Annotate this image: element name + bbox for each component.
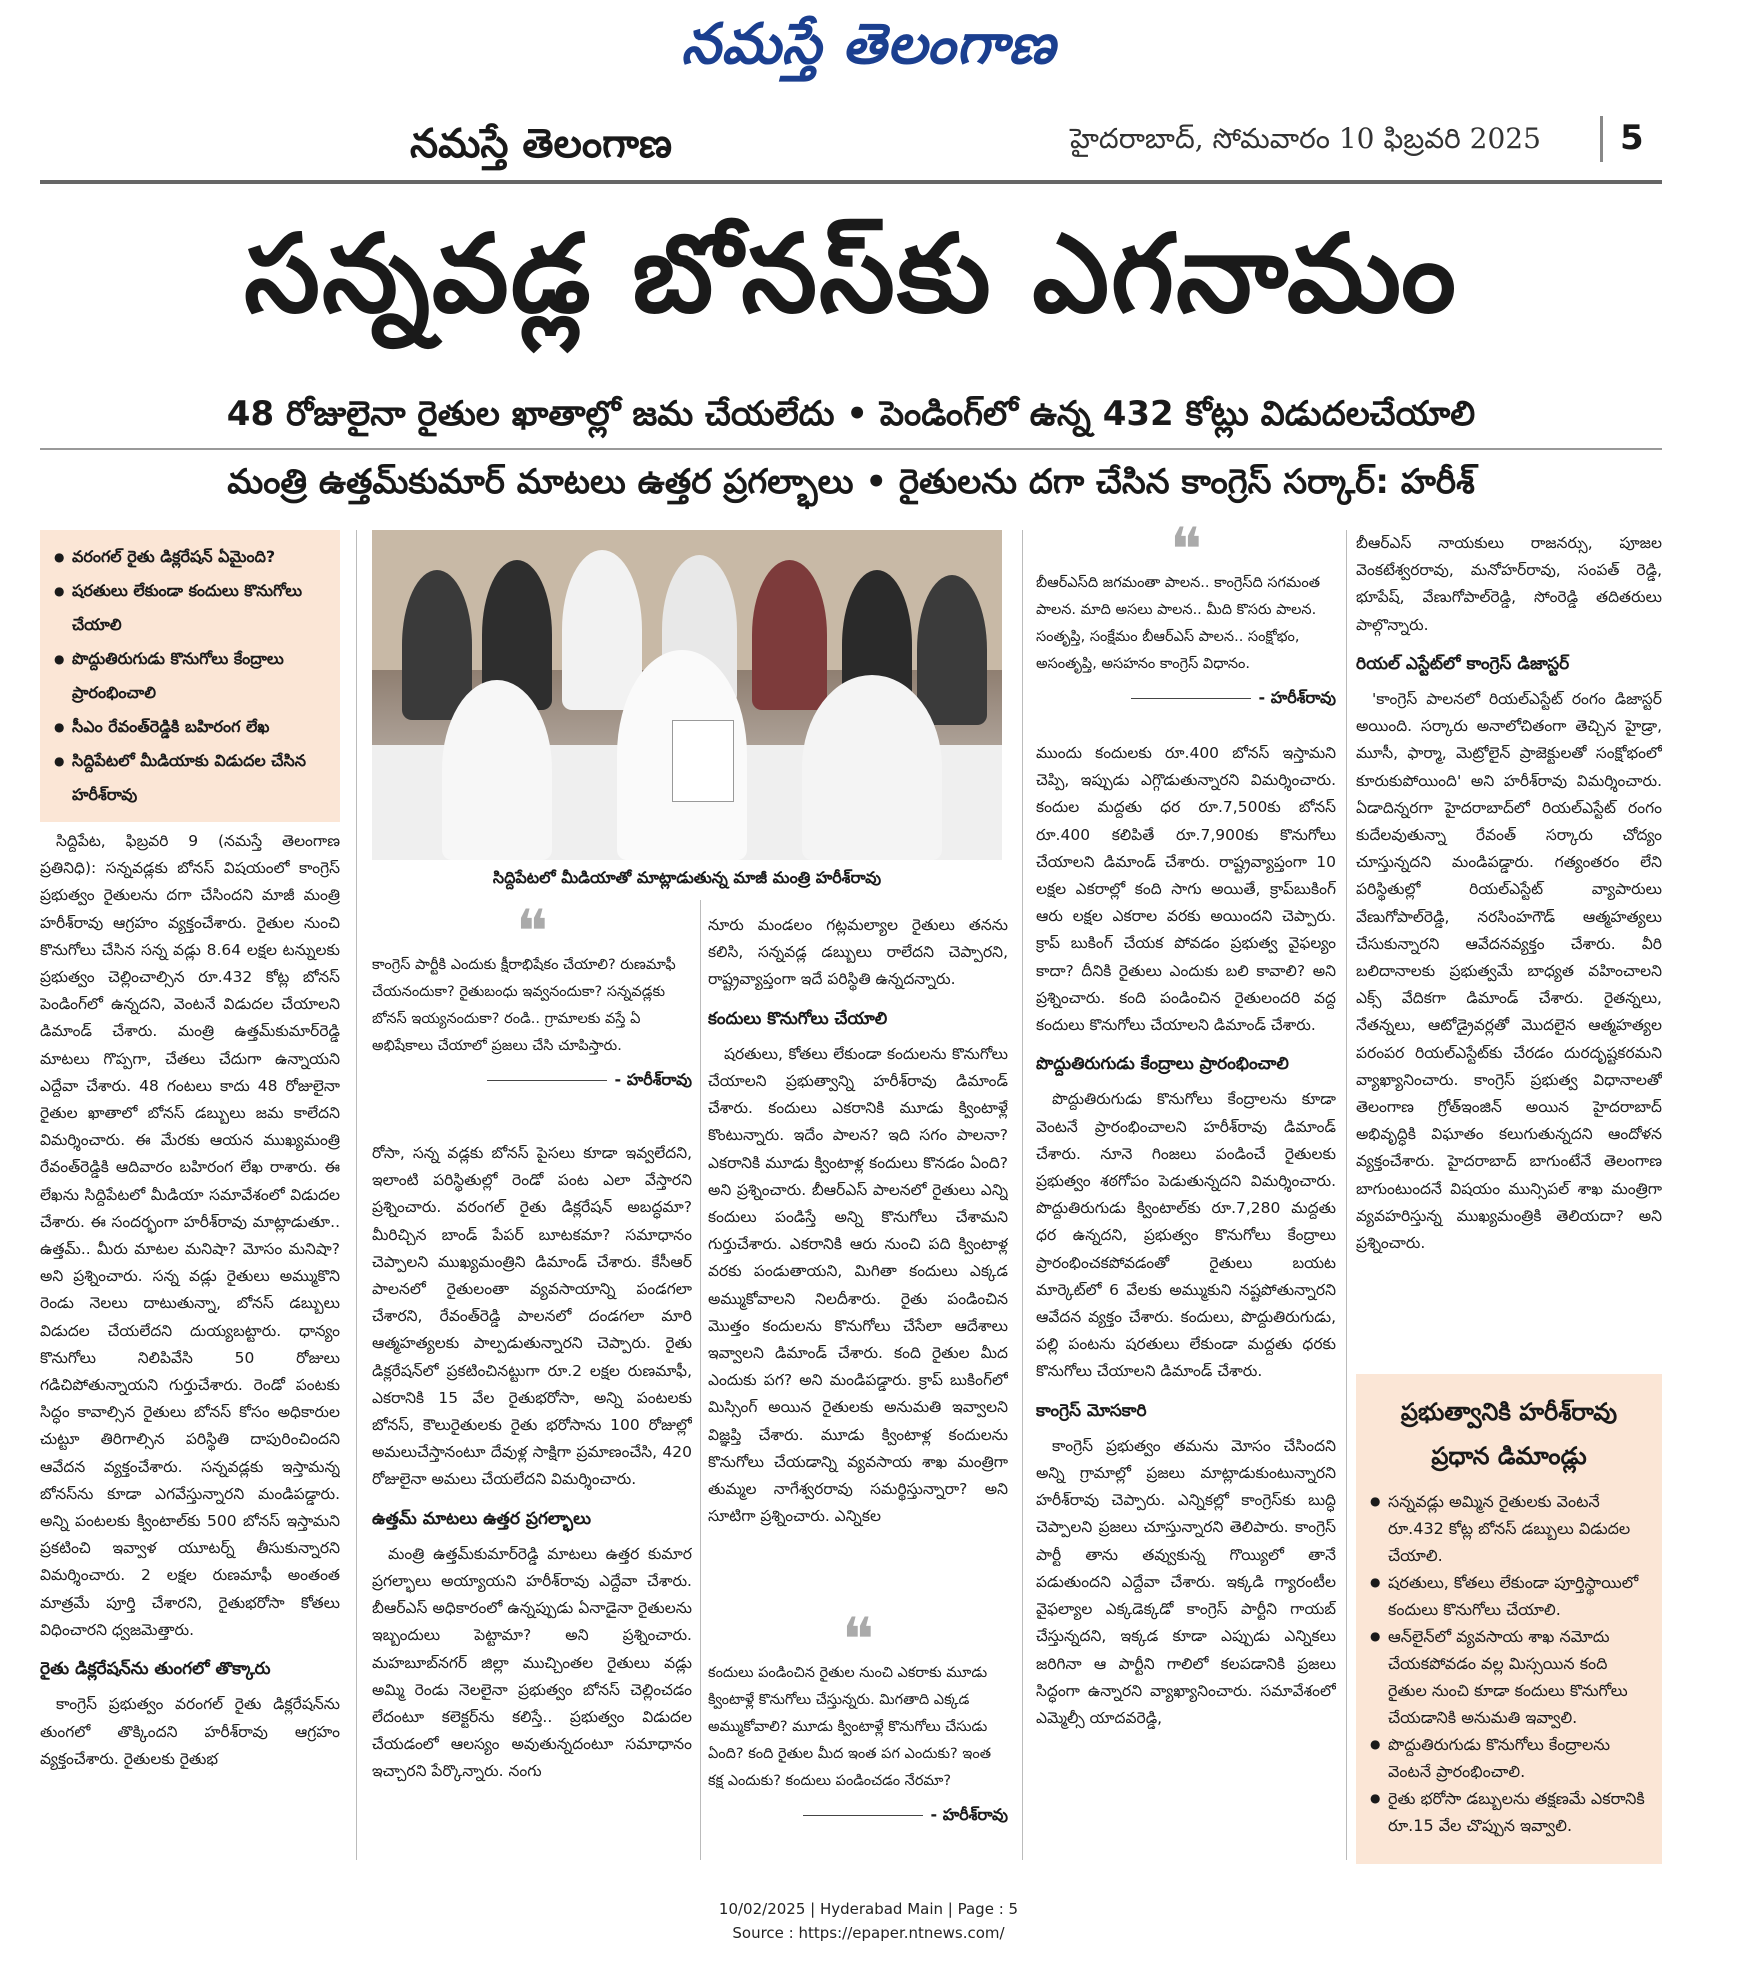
column-1-section-head: రైతు డిక్లరేషన్‌ను తుంగలో తొక్కారు	[40, 1659, 271, 1680]
photo-person	[442, 680, 552, 860]
column-5	[1356, 530, 1662, 1362]
quote-3-signature	[1036, 684, 1336, 711]
footer-source: Source : https://epaper.ntnews.com/	[732, 1924, 1005, 1942]
column-3-body: నూరు మండలం గట్లమల్యాల రైతులు తనను కలిసి, సన్నవడ్ల డబ్బులు రాలేదని చెప్పారని, రాష్ట్రవ్యాప్తంగా ఇదే పరిస్థితి ఉన్నదన్నారు.	[708, 916, 1008, 989]
highlight-item: ● సీఎం రేవంత్‌రెడ్డికి బహిరంగ లేఖ	[54, 710, 326, 744]
subheadline-rule	[40, 448, 1662, 450]
quote-1-text: కాంగ్రెస్ పార్టీకి ఎందుకు క్షీరాభిషేకం చేయాలి? రుణమాఫీ చేయనందుకా? రైతుబంధు ఇవ్వనందుకా? సన్నవడ్లకు బోనస్ ఇయ్యనందుకా? రండి.. గ్రామాలకు వస్తే ఏ అభిషేకాలు చేయాలో ప్రజలు చేసి చూపిస్తారు.	[372, 957, 676, 1054]
footer-edition: 10/02/2025 | Hyderabad Main | Page : 5	[718, 1900, 1019, 1918]
subheadline-2: మంత్రి ఉత్తమ్‌కుమార్ మాటలు ఉత్తర ప్రగల్భాలు • రైతులను దగా చేసిన కాంగ్రెస్ సర్కార్: హరీశ్	[227, 462, 1475, 502]
column-divider	[1346, 530, 1347, 1860]
highlight-item: ● షరతులు లేకుండా కందులు కొనుగోలు చేయాలి	[54, 574, 326, 642]
quote-1-sig-text: - హరీశ్‌రావు	[614, 1070, 692, 1089]
photo-person	[752, 560, 827, 710]
quote-1-signature	[372, 1066, 692, 1093]
signature-rule	[803, 1815, 923, 1816]
quote-3-text: బీఆర్‌ఎస్‌ది జగమంతా పాలన.. కాంగ్రెస్‌ది సగమంత పాలన. మాది అసలు పాలన.. మీది కొసరు పాలన. సంతృప్తి, సంక్షేమం బీఆర్‌ఎస్ పాలన.. సంక్షోభం, అసంతృప్తి, అసహనం కాంగ్రెస్ విధానం.	[1036, 575, 1320, 672]
photo-person	[802, 675, 942, 860]
demand-item: ● షరతులు, కోతలు లేకుండా పూర్తిస్థాయిలో కందులు కొనుగోలు చేయాలి.	[1370, 1569, 1648, 1623]
column-2	[372, 1140, 692, 1860]
photo-person	[562, 550, 642, 710]
column-divider	[700, 900, 701, 1860]
column-4	[1036, 740, 1336, 1860]
column-divider	[356, 530, 357, 1860]
column-3-section-body: షరతులు, కోతలు లేకుండా కందులను కొనుగోలు చేయాలని ప్రభుత్వాన్ని హరీశ్‌రావు డిమాండ్ చేశారు. కందులు ఎకరానికి మూడు క్వింటాళ్లే కొంటున్నారు. ఇదేం పాలన? ఇది సగం పాలనా? ఎకరానికి మూడు క్వింటాళ్ల కందులు కొనడం ఏంది? అని ప్రశ్నించారు. బీఆర్‌ఎస్ పాలనలో రైతులు ఎన్ని కందులు పండిస్తే అన్ని కొనుగోలు చేశామని గుర్తుచేశారు. ఎకరానికి ఆరు నుంచి పది క్వింటాళ్ల వరకు పండుతాయని, మిగితా కందులు ఎక్కడ అమ్ముకోవాలని నిలదీశారు. రైతు పండించిన మొత్తం కందులను కొనుగోలు చేసేలా ఆదేశాలు ఇవ్వాలని డిమాండ్ చేశారు. కంది రైతుల మీద ఎందుకు పగ? అని మండిపడ్డారు. క్రాప్ బుకింగ్‌లో మిస్సింగ్ అయిన రైతులకు అనుమతి ఇవ్వాలని విజ్ఞప్తి చేశారు. మూడు క్వింటాళ్ల కందులను కొనుగోలు చేయడాన్ని వ్యవసాయ శాఖ మంత్రిగా తుమ్మల నాగేశ్వరరావు సమర్థిస్తున్నారా? అని సూటిగా ప్రశ్నించారు. ఎన్నికల	[708, 1044, 1008, 1526]
quote-icon: ❝	[1169, 515, 1203, 585]
column-4-body: ముందు కందులకు రూ.400 బోనస్ ఇస్తామని చెప్పి, ఇప్పుడు ఎగ్గొడుతున్నారని విమర్శించారు. కందుల మద్దతు ధర రూ.7,500కు బోనస్ రూ.400 కలిపితే రూ.7,900కు కొనుగోలు చేయాలని డిమాండ్ చేశారు. రాష్ట్రవ్యాప్తంగా 10 లక్షల ఎకరాల్లో కంది సాగు అయితే, క్రాప్‌బుకింగ్ ఆరు లక్షల ఎకరాల వరకు అయిందని చెప్పారు. క్రాప్ బుకింగ్ చేయక పోవడం ప్రభుత్వ వైఫల్యం కాదా? దీనికి రైతులు ఎందుకు బలి కావాలి? అని ప్రశ్నించారు. కంది పండించిన రైతులందరి వద్ద కందులు కొనుగోలు చేయాలని డిమాండ్ చేశారు.	[1036, 744, 1336, 1035]
main-headline: సన్నవడ్ల బోనస్‌కు ఎగనామం	[244, 212, 1458, 337]
page-number: 5	[1620, 118, 1644, 158]
signature-rule	[1131, 698, 1251, 699]
quote-2-signature	[708, 1801, 1008, 1828]
highlight-item: ● పొద్దుతిరుగుడు కొనుగోలు కేంద్రాలు ప్రారంభించాలి	[54, 642, 326, 710]
dateline: హైదరాబాద్, సోమవారం 10 ఫిబ్రవరి 2025	[1070, 122, 1541, 155]
column-5-body: బీఆర్‌ఎస్ నాయకులు రాజనర్సు, పూజల వెంకటేశ్వరరావు, మనోహర్‌రావు, సంపత్ రెడ్డి, భూపేష్, వేణుగోపాల్‌రెడ్డి, సోంరెడ్డి తదితరులు పాల్గొన్నారు.	[1356, 534, 1662, 634]
column-5-section-body: 'కాంగ్రెస్ పాలనలో రియల్‌ఎస్టేట్ రంగం డిజాస్టర్ అయింది. సర్కారు అనాలోచితంగా తెచ్చిన హైడ్రా, మూసీ, ఫార్మా, మెట్రోలైన్ ప్రాజెక్టులతో సంక్షోభంలో కూరుకుపోయింది' అని హరీశ్‌రావు విమర్శించారు. ఏడాదిన్నరగా హైదరాబాద్‌లో రియల్‌ఎస్టేట్ రంగం కుదేలవుతున్నా రేవంత్ సర్కారు చోద్యం చూస్తున్నదని మండిపడ్డారు. గత్యంతరం లేని పరిస్థితుల్లో రియల్‌ఎస్టేట్ వ్యాపారులు వేణుగోపాల్‌రెడ్డి, నరసింహగౌడ్ ఆత్మహత్యలు చేసుకున్నారని ఆవేదనవ్యక్తం చేశారు. వీరి బలిదానాలకు ప్రభుత్వమే బాధ్యత వహించాలని ఎక్స్ వేదికగా డిమాండ్ చేశారు. రైతన్నలు, నేతన్నలు, ఆటోడ్రైవర్లతో మొదలైన ఆత్మహత్యల పరంపర రియల్‌ఎస్టేట్‌కు చేరడం దురదృష్టకరమని వ్యాఖ్యానించారు. కాంగ్రెస్ ప్రభుత్వ విధానాలతో తెలంగాణ గ్రోత్‌ఇంజిన్ అయిన హైదరాబాద్ అభివృద్ధికి విఘాతం కలుగుతున్నదని ఆందోళన వ్యక్తంచేశారు. హైదరాబాద్ బాగుంటేనే తెలంగాణ బాగుంటుందనే విషయం మున్సిపల్ శాఖ మంత్రిగా వ్యవహరిస్తున్న ముఖ్యమంత్రికి తెలియదా? అని ప్రశ్నించారు.	[1356, 690, 1662, 1253]
masthead-logo: నమస్తే తెలంగాణ	[681, 12, 1056, 77]
column-4-section-head: పొద్దుతిరుగుడు కేంద్రాలు ప్రారంభించాలి	[1036, 1054, 1289, 1075]
column-1-section-body: కాంగ్రెస్ ప్రభుత్వం వరంగల్ రైతు డిక్లరేషన్‌ను తుంగలో తొక్కిందని హరీశ్‌రావు ఆగ్రహం వ్యక్తంచేశారు. రైతులకు రైతుభ	[40, 1695, 340, 1768]
demand-item: ● రైతు భరోసా డబ్బులను తక్షణమే ఎకరానికి రూ.15 వేల చొప్పున ఇవ్వాలి.	[1370, 1785, 1648, 1839]
column-4-section2-head: కాంగ్రెస్ మోసకారి	[1036, 1400, 1147, 1421]
column-1-body: సిద్దిపేట, ఫిబ్రవరి 9 (నమస్తే తెలంగాణ ప్రతినిధి): సన్నవడ్లకు బోనస్ విషయంలో కాంగ్రెస్ ప్రభుత్వం రైతులను దగా చేసిందని మాజీ మంత్రి హరీశ్‌రావు ఆగ్రహం వ్యక్తంచేశారు. రైతుల నుంచి కొనుగోలు చేసిన సన్న వడ్లు 8.64 లక్షల టన్నులకు ప్రభుత్వం చెల్లించాల్సిన రూ.432 కోట్ల బోనస్ పెండింగ్‌లో ఉన్నదని, వెంటనే విడుదల చేయాలని డిమాండ్ చేశారు. మంత్రి ఉత్తమ్‌కుమార్‌రెడ్డి మాటలు గొప్పగా, చేతలు చేదుగా ఉన్నాయని ఎద్దేవా చేశారు. 48 గంటలు కాదు 48 రోజులైనా రైతుల ఖాతాలో బోనస్ డబ్బులు జమ కాలేదని విమర్శించారు. ఈ మేరకు ఆయన ముఖ్యమంత్రి రేవంత్‌రెడ్డికి ఆదివారం బహిరంగ లేఖ రాశారు. ఈ లేఖను సిద్దిపేటలో మీడియా సమావేశంలో విడుదల చేశారు. ఈ సందర్భంగా హరీశ్‌రావు మాట్లాడుతూ.. ఉత్తమ్.. మీరు మాటల మనిషా? మోసం మనిషా? అని ప్రశ్నించారు. సన్న వడ్లు రైతులు అమ్ముకొని రెండు నెలలు దాటుతున్నా, బోనస్ డబ్బులు విడుదల చేయలేదని దుయ్యబట్టారు. ధాన్యం కొనుగోలు నిలిపివేసి 50 రోజులు గడిచిపోతున్నాయని గుర్తుచేశారు. రెండో పంటకు సిద్ధం కావాల్సిన రైతులు బోనస్ కోసం అధికారుల చుట్టూ తిరిగాల్సిన పరిస్థితి దాపురించిందని ఆవేదన వ్యక్తంచేశారు. సన్నవడ్లకు ఇస్తామన్న బోనస్‌ను కూడా ఎగవేస్తున్నారని మండిపడ్డారు. అన్ని పంటలకు క్వింటాల్‌కు 500 బోనస్ ఇస్తామని ప్రకటించి ఇవ్వాళ యూటర్న్ తీసుకున్నారని విమర్శించారు. 2 లక్షల రుణమాఫీ అంతంత మాత్రమే పూర్తి చేశారని, రైతుభరోసా కోతలు విధించారని ధ్వజమెత్తారు.	[40, 832, 340, 1639]
column-5-section-head: రియల్ ఎస్టేట్‌లో కాంగ్రెస్ డిజాస్టర్	[1356, 653, 1570, 674]
quote-2-text: కందులు పండించిన రైతుల నుంచి ఎకరాకు మూడు క్వింటాళ్లే కొనుగోలు చేస్తున్నరు. మిగతాది ఎక్కడ అమ్ముకోవాలి? మూడు క్వింటాళ్లే కొనుగోలు చేసుడు ఏంది? కంది రైతుల మీద ఇంత పగ ఎందుకు? ఇంత కక్ష ఎందుకు? కందులు పండించడం నేరమా?	[708, 1665, 991, 1789]
header-rule	[40, 180, 1662, 184]
page-number-divider	[1600, 116, 1603, 162]
quote-box-1	[372, 897, 692, 1093]
photo-person	[917, 575, 987, 725]
quote-icon: ❝	[841, 1605, 875, 1675]
quote-box-3	[1036, 515, 1336, 711]
demands-box	[1356, 1374, 1662, 1864]
highlight-item: ● వరంగల్ రైతు డిక్లరేషన్ ఏమైంది?	[54, 540, 326, 574]
column-3-section-head: కందులు కొనుగోలు చేయాలి	[708, 1008, 888, 1029]
quote-icon: ❝	[515, 897, 549, 967]
column-1	[40, 828, 340, 1860]
photo-caption: సిద్దిపేటలో మీడియాతో మాట్లాడుతున్న మాజీ మంత్రి హరీశ్‌రావు	[492, 868, 882, 887]
demands-title: ప్రభుత్వానికి హరీశ్‌రావు ప్రధాన డిమాండ్లు	[1400, 1398, 1618, 1470]
signature-rule	[487, 1080, 607, 1081]
column-4-section-body: పొద్దుతిరుగుడు కొనుగోలు కేంద్రాలను కూడా వెంటనే ప్రారంభించాలని హరీశ్‌రావు డిమాండ్ చేశారు. నూనె గింజలు పండించే రైతులకు ప్రభుత్వం శఠగోపం పెడుతున్నదని విమర్శించారు. పొద్దుతిరుగుడు క్వింటాల్‌కు రూ.7,280 మద్దతు ధర ఉన్నదని, ప్రభుత్వం కొనుగోలు కేంద్రాలు ప్రారంభించకపోవడంతో రైతులు బయట మార్కెట్‌లో 6 వేలకు అమ్ముకుని నష్టపోతున్నారని ఆవేదన వ్యక్తం చేశారు. కందులు, పొద్దుతిరుగుడు, పల్లి పంటను షరతులు లేకుండా మద్దతు ధరకు కొనుగోలు చేయాలని డిమాండ్ చేశారు.	[1036, 1090, 1336, 1381]
quote-box-2	[708, 1605, 1008, 1828]
subheadline-1: 48 రోజులైనా రైతుల ఖాతాల్లో జమ చేయలేదు • పెండింగ్‌లో ఉన్న 432 కోట్లు విడుదలచేయాలి	[226, 394, 1476, 434]
column-2-section-head: ఉత్తమ్ మాటలు ఉత్తర ప్రగల్భాలు	[372, 1508, 592, 1529]
photo-letter	[672, 720, 734, 802]
quote-3-sig-text: - హరీశ్‌రావు	[1258, 688, 1336, 707]
highlight-item: ● సిద్దిపేటలో మీడియాకు విడుదల చేసిన హరీశ్‌రావు	[54, 744, 326, 812]
demand-item: ● ఆన్‌లైన్‌లో వ్యవసాయ శాఖ నమోదు చేయకపోవడం వల్ల మిస్సయిన కంది రైతుల నుంచి కూడా కందులు కొనుగోలు చేయడానికి అనుమతి ఇవ్వాలి.	[1370, 1623, 1648, 1731]
column-3	[708, 912, 1008, 1552]
photo-person	[402, 570, 472, 720]
column-2-section-body: మంత్రి ఉత్తమ్‌కుమార్‌రెడ్డి మాటలు ఉత్తర కుమార ప్రగల్భాలు అయ్యాయని హరీశ్‌రావు ఎద్దేవా చేశారు. బీఆర్‌ఎస్ అధికారంలో ఉన్నప్పుడు ఏనాడైనా రైతులను ఇబ్బందులు పెట్టామా? అని ప్రశ్నించారు. మహబూబ్‌నగర్ జిల్లా ముచ్చింతల రైతులు వడ్లు అమ్మి రెండు నెలలైనా ప్రభుత్వం బోనస్ చెల్లించడం లేదంటూ కలెక్టర్‌ను కలిస్తే.. ప్రభుత్వం విడుదల చేయడంలో ఆలస్యం అవుతున్నదంటూ సమాధానం ఇచ్చారని పేర్కొన్నారు. నంగు	[372, 1544, 692, 1781]
demand-item: ● సన్నవడ్లు అమ్మిన రైతులకు వెంటనే రూ.432 కోట్ల బోనస్ డబ్బులు విడుదల చేయాలి.	[1370, 1488, 1648, 1569]
column-2-body: రోసా, సన్న వడ్లకు బోనస్ పైసలు కూడా ఇవ్వలేదని, ఇలాంటి పరిస్థితుల్లో రెండో పంట ఎలా వేస్తారని ప్రశ్నించారు. వరంగల్ రైతు డిక్లరేషన్ అబద్ధమా? మీరిచ్చిన బాండ్ పేపర్ బూటకమా? సమాధానం చెప్పాలని ముఖ్యమంత్రిని డిమాండ్ చేశారు. కేసీఆర్ పాలనలో రైతులంతా వ్యవసాయాన్ని పండగలా చేశారని, రేవంత్‌రెడ్డి పాలనలో దండగలా మారి ఆత్మహత్యలకు పాల్పడుతున్నారని చెప్పారు. రైతు డిక్లరేషన్‌లో ప్రకటించినట్టుగా రూ.2 లక్షల రుణమాఫీ, ఎకరానికి 15 వేల రైతుభరోసా, అన్ని పంటలకు బోనస్, కౌలురైతులకు రైతు భరోసాను 100 రోజుల్లో అమలుచేస్తానంటూ దేవుళ్ల సాక్షిగా ప్రమాణంచేసి, 420 రోజులైనా అమలు చేయలేదని విమర్శించారు.	[372, 1144, 692, 1489]
column-divider	[1022, 530, 1023, 1860]
highlights-box	[40, 530, 340, 822]
quote-2-sig-text: - హరీశ్‌రావు	[930, 1805, 1008, 1824]
news-photo	[372, 530, 1002, 860]
publication-name: నమస్తే తెలంగాణ	[410, 120, 673, 167]
column-4-section2-body: కాంగ్రెస్ ప్రభుత్వం తమను మోసం చేసిందని అన్ని గ్రామాల్లో ప్రజలు మాట్లాడుకుంటున్నారని హరీశ్‌రావు చెప్పారు. ఎన్నికల్లో కాంగ్రెస్‌కు బుద్ధి చెప్పాలని ప్రజలు చూస్తున్నారని తెలిపారు. కాంగ్రెస్ పార్టీ తాను తవ్వుకున్న గొయ్యిలో తానే పడుతుందని ఎద్దేవా చేశారు. ఇక్కడి గ్యారంటీల వైఫల్యాల ఎక్కడెక్కడో కాంగ్రెస్ పార్టీని గాయబ్ చేస్తున్నదని, ఇక్కడ కూడా ఎప్పుడు ఎన్నికలు జరిగినా ఆ పార్టీని గాలిలో కలపడానికి ప్రజలు సిద్ధంగా ఉన్నారని వ్యాఖ్యానించారు. సమావేశంలో ఎమ్మెల్సీ యాదవరెడ్డి,	[1036, 1436, 1336, 1727]
demand-item: ● పొద్దుతిరుగుడు కొనుగోలు కేంద్రాలను వెంటనే ప్రారంభించాలి.	[1370, 1731, 1648, 1785]
